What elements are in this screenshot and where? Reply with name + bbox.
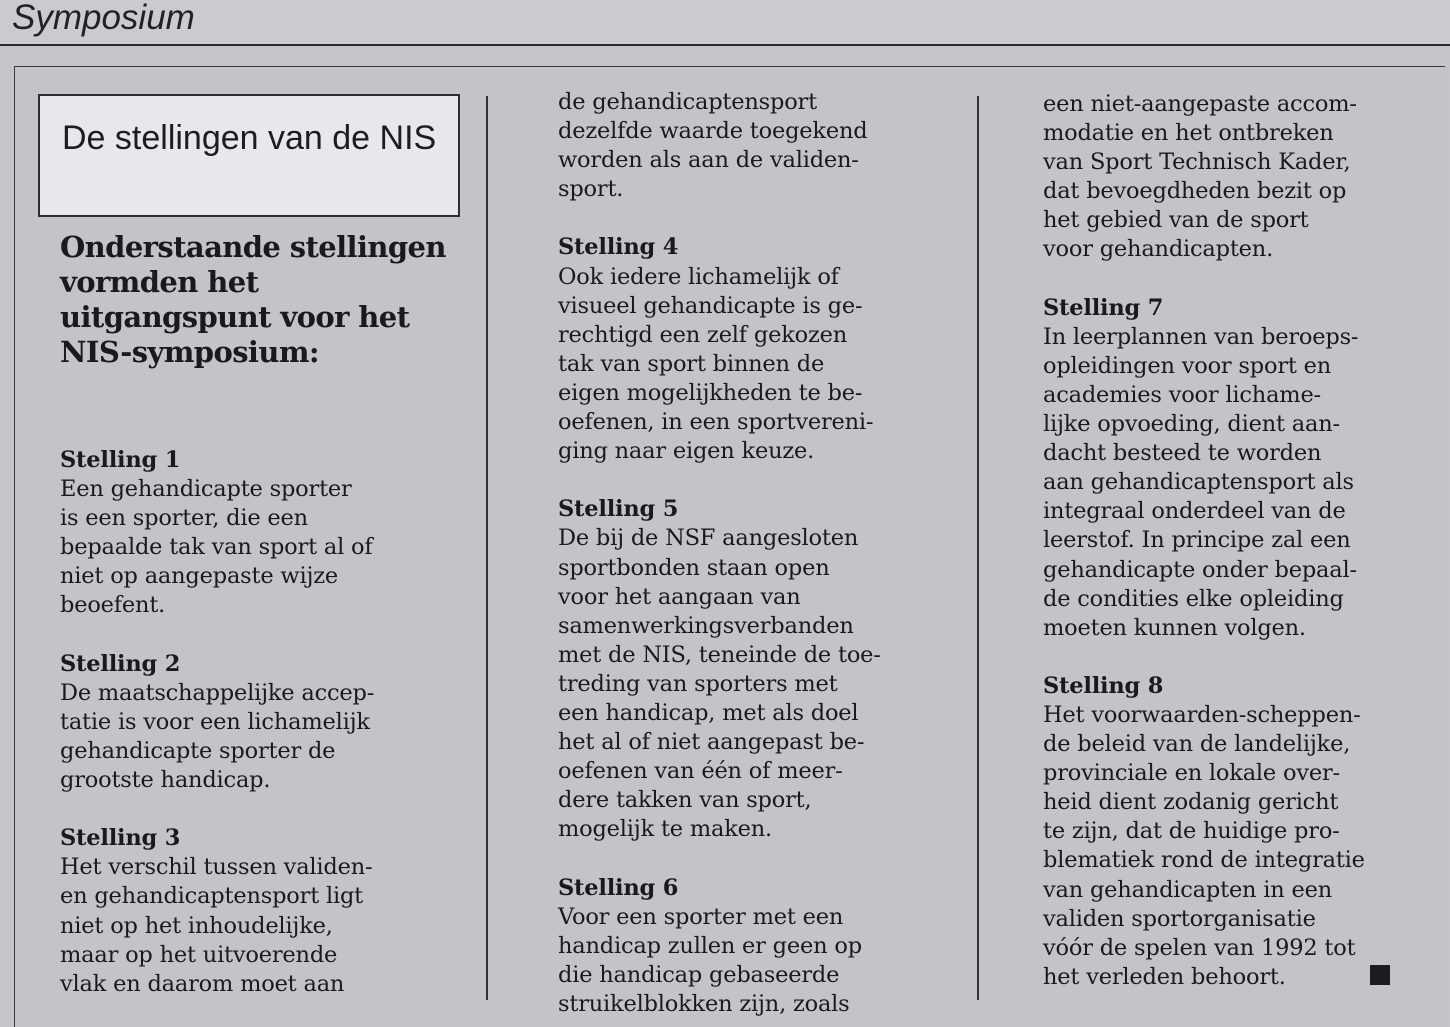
text-line: het gebied van de sport: [1043, 207, 1309, 234]
text-line: de condities elke opleiding: [1043, 585, 1344, 612]
text-line: De bij de NSF aangesloten: [558, 525, 859, 552]
stelling-heading: Stelling 4: [558, 234, 679, 261]
text-line: van Sport Technisch Kader,: [1043, 149, 1351, 176]
text-line: worden als aan de validen-: [558, 147, 859, 174]
text-line: Het voorwaarden-scheppen-: [1043, 701, 1361, 728]
text-line: Het verschil tussen validen-: [60, 854, 373, 881]
paragraph-gap: [60, 621, 480, 650]
text-line: opleidingen voor sport en: [1043, 352, 1332, 379]
text-line: Een gehandicapte sporter: [60, 476, 352, 503]
end-of-article-mark: [1370, 965, 1390, 985]
stelling-heading: Stelling 3: [60, 825, 181, 852]
text-line: lijke opvoeding, dient aan-: [1043, 411, 1340, 438]
text-column-3: [1043, 90, 1443, 992]
title-box: [38, 94, 460, 217]
text-line: het verleden behoort.: [1043, 963, 1286, 990]
text-line: treding van sporters met: [558, 670, 838, 697]
text-line: samenwerkingsverbanden: [558, 612, 854, 639]
text-line: validen sportorganisatie: [1043, 905, 1316, 932]
text-line: dat bevoegdheden bezit op: [1043, 178, 1347, 205]
text-line: tatie is voor een lichamelijk: [60, 708, 370, 735]
text-line: dezelfde waarde toegekend: [558, 118, 868, 145]
paragraph-gap: [1043, 265, 1443, 294]
text-line: leerstof. In principe zal een: [1043, 527, 1351, 554]
text-line: oefenen, in een sportvereni-: [558, 409, 874, 436]
text-line: eigen mogelijkheden te be-: [558, 379, 863, 406]
text-line: beoefent.: [60, 592, 166, 619]
intro-text: Onderstaande stellingen vormden het uitgangspunt voor het NIS-symposium:: [60, 230, 446, 369]
text-line: een handicap, met als doel: [558, 699, 859, 726]
text-line: voor gehandicapten.: [1043, 236, 1274, 263]
paragraph-gap: [1043, 643, 1443, 672]
text-line: en gehandicaptensport ligt: [60, 883, 364, 910]
text-line: moeten kunnen volgen.: [1043, 614, 1306, 641]
text-line: die handicap gebaseerde: [558, 961, 840, 988]
text-line: Voor een sporter met een: [558, 903, 844, 930]
text-line: heid dient zodanig gericht: [1043, 789, 1339, 816]
section-header: [0, 0, 1450, 46]
text-line: de beleid van de landelijke,: [1043, 731, 1351, 758]
column-divider: [977, 96, 979, 1000]
text-column-2: [558, 88, 968, 1019]
text-line: voor het aangaan van: [558, 583, 801, 610]
section-title: Symposium: [12, 0, 195, 37]
stelling-heading: Stelling 8: [1043, 672, 1164, 699]
text-line: te zijn, dat de huidige pro-: [1043, 818, 1340, 845]
text-line: aan gehandicaptensport als: [1043, 469, 1354, 496]
text-line: rechtigd een zelf gekozen: [558, 321, 848, 348]
stelling-heading: Stelling 6: [558, 874, 679, 901]
text-line: In leerplannen van beroeps-: [1043, 323, 1359, 350]
text-line: van gehandicapten in een: [1043, 876, 1333, 903]
text-line: het al of niet aangepast be-: [558, 729, 865, 756]
text-line: niet op het inhoudelijke,: [60, 912, 333, 939]
text-line: dere takken van sport,: [558, 787, 812, 814]
text-line: tak van sport binnen de: [558, 350, 825, 377]
stelling-heading: Stelling 1: [60, 447, 181, 473]
paragraph-gap: [558, 466, 968, 495]
text-line: een niet-aangepaste accom-: [1043, 91, 1357, 117]
text-line: bepaalde tak van sport al of: [60, 534, 373, 561]
text-line: sport.: [558, 176, 624, 203]
text-line: sportbonden staan open: [558, 554, 830, 581]
text-line: visueel gehandicapte is ge-: [558, 292, 863, 319]
text-line: modatie en het ontbreken: [1043, 120, 1334, 147]
text-line: gehandicapte onder bepaal-: [1043, 556, 1357, 583]
text-line: met de NIS, teneinde de toe-: [558, 641, 881, 668]
text-line: de gehandicaptensport: [558, 89, 817, 115]
stelling-heading: Stelling 7: [1043, 294, 1164, 321]
text-line: ging naar eigen keuze.: [558, 438, 815, 465]
text-line: De maatschappelijke accep-: [60, 679, 375, 706]
text-line: vóór de spelen van 1992 tot: [1043, 934, 1356, 961]
text-line: provinciale en lokale over-: [1043, 760, 1340, 787]
column-divider: [486, 96, 488, 1000]
paragraph-gap: [558, 844, 968, 873]
text-line: maar op het uitvoerende: [60, 941, 338, 968]
text-line: grootste handicap.: [60, 767, 271, 794]
stelling-heading: Stelling 5: [558, 496, 679, 523]
text-line: mogelijk te maken.: [558, 816, 773, 843]
text-line: dacht besteed te worden: [1043, 440, 1322, 467]
text-line: handicap zullen er geen op: [558, 932, 862, 959]
text-line: gehandicapte sporter de: [60, 737, 336, 764]
text-line: niet op aangepaste wijze: [60, 563, 339, 590]
text-line: blematiek rond de integratie: [1043, 847, 1365, 874]
paragraph-gap: [60, 795, 480, 824]
text-line: integraal onderdeel van de: [1043, 498, 1346, 525]
text-line: struikelblokken zijn, zoals: [558, 990, 850, 1017]
text-line: academies voor lichame-: [1043, 381, 1321, 408]
text-line: vlak en daarom moet aan: [60, 970, 345, 997]
article-title: De stellingen van de NIS: [62, 119, 437, 157]
text-line: is een sporter, die een: [60, 505, 308, 532]
text-column-1: [60, 446, 480, 999]
text-line: Ook iedere lichamelijk of: [558, 263, 839, 290]
text-line: oefenen van één of meer-: [558, 758, 843, 785]
paragraph-gap: [558, 204, 968, 233]
stelling-heading: Stelling 2: [60, 650, 181, 677]
